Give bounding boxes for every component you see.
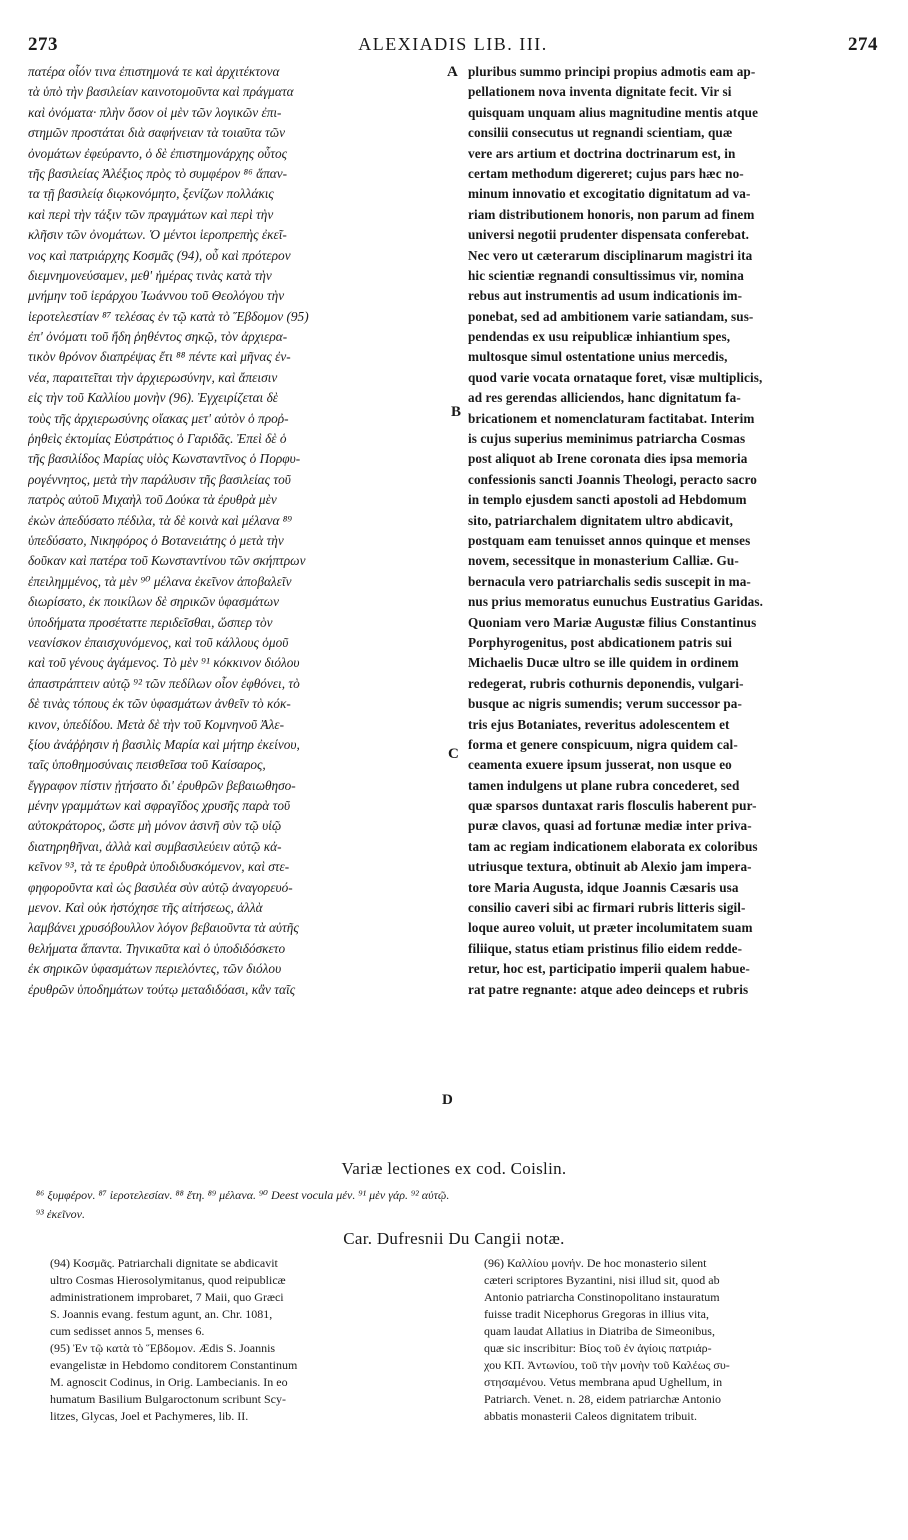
latin-text-line: puræ clavos, quasi ad fortunæ mediæ inter priva- xyxy=(468,818,752,834)
greek-text-line: κλῆσιν τῶν ὀνομάτων. Ὁ μέντοι ἱεροπρεπὴς ἐκεῖ- xyxy=(28,227,287,243)
greek-text-line: τῆς βασιλείας Ἀλέξιος πρὸς τὸ συμφέρον ⁸⁶ ἅπαν- xyxy=(28,165,288,181)
note-line: M. agnoscit Codinus, in Orig. Lambecianis. In eo xyxy=(50,1375,288,1389)
latin-text-line: sito, patriarchalem dignitatem ultro abdicavit, xyxy=(468,512,734,528)
latin-text-line: post aliquot ab Irene coronata dies ipsa memoria xyxy=(468,451,748,467)
greek-text-line: κινον, ὑπεδίδου. Μετὰ δὲ τὴν τοῦ Κομνηνοῦ Ἀλε- xyxy=(28,716,285,732)
greek-text-column xyxy=(28,62,438,1000)
latin-text-line: Nec vero ut cæterarum disciplinarum magistri ita xyxy=(468,247,753,263)
note-line: (94) Κοσμᾶς. Patriarchali dignitate se abdicavit xyxy=(50,1256,278,1270)
page-number-left: 273 xyxy=(28,34,58,55)
section-marker-d: D xyxy=(442,1092,453,1108)
greek-text-line: ἐπ' ὀνόματι τοῦ ἤδη ῥηθέντος σηκῷ, τὸν ἀρχιερα- xyxy=(28,329,288,345)
greek-text-line: τα τῇ βασιλείᾳ διῳκονόμητο, ξενίζων πολλάκις xyxy=(28,186,274,202)
latin-text-line: bernacula vero patriarchalis sedis suscepit in ma- xyxy=(468,573,751,589)
latin-text-line: is cujus superius meminimus patriarcha Cosmas xyxy=(468,431,746,447)
greek-text-line: νέα, παραιτεῖται τὴν ἀρχιερωσύνην, καὶ ἄπεισιν xyxy=(28,369,278,385)
greek-text-line: τικὸν θρόνον διαπρέψας ἔτι ⁸⁸ πέντε καὶ μῆνας ἐν- xyxy=(28,349,291,365)
latin-text-line: Michaelis Ducæ ultro se ille quidem in ordinem xyxy=(468,655,739,671)
greek-text-line: κεῖνον ⁹³, τὰ τε ἐρυθρὰ ὑποδιδυσκόμενον, καὶ στε- xyxy=(28,859,290,875)
greek-text-line: τῆς βασιλίδος Μαρίας υἱὸς Κωνσταντῖνος ὁ Πορφυ- xyxy=(28,451,301,467)
latin-text-line: bricationem et nomenclaturam factitabat. Interim xyxy=(468,410,755,426)
greek-text-line: ἀπαστράπτειν αὐτῷ ⁹² τῶν πεδίλων οἷον ἐφθόνει, τὸ xyxy=(28,675,300,691)
latin-text-line: redegerat, rubris cothurnis deponendis, vulgari- xyxy=(468,675,744,691)
notes-heading: Car. Dufresnii Du Cangii notæ. xyxy=(343,1229,565,1248)
greek-text-line: ἐπειλημμένος, τὰ μὲν ⁹⁰ μέλανα ἐκεῖνον ἀποβαλεῖν xyxy=(28,573,292,589)
latin-text-line: quisquam unquam alius magnitudine mentis atque xyxy=(468,104,759,120)
note-line: S. Joannis evang. festum agunt, an. Chr. 1081, xyxy=(50,1307,273,1321)
latin-text-line: universi negotii prudenter dispensata conferebat. xyxy=(468,227,749,243)
note-line: cum sedisset annos 5, menses 6. xyxy=(50,1324,205,1338)
greek-text-line: ὀνομάτων ἐφεύραντο, ὁ δὲ ἐπιστημονάρχης οὗτος xyxy=(28,145,288,161)
greek-text-line: ῥηθεὶς ἐκτομίας Εὐστράτιος ὁ Γαριδᾶς. Ἐπεὶ δὲ ὁ xyxy=(28,431,287,447)
note-line: abbatis monasterii Caleos dignitatem tribuit. xyxy=(484,1409,697,1423)
greek-text-line: νεανίσκον ἐπαισχυνόμενος, καὶ τοῦ κάλλους ὁμοῦ xyxy=(28,634,289,650)
greek-text-line: ἐκ σηρικῶν ὑφασμάτων περιελόντες, τῶν διόλου xyxy=(28,961,282,977)
latin-text-column xyxy=(468,62,870,1000)
latin-text-line: Quoniam vero Mariæ Augustæ filius Constantinus xyxy=(468,614,757,630)
latin-text-line: utriusque textura, obtinuit ab Alexio jam impera- xyxy=(468,859,752,875)
note-line: humatum Basilium Bulgaroctonum scribunt Scy- xyxy=(50,1392,286,1406)
latin-text-line: multosque simul ostentatione unius mercedis, xyxy=(468,349,728,365)
section-marker-b: B xyxy=(451,404,462,420)
latin-text-line: ceamenta exuere ipsum jusserat, non usque eo xyxy=(468,757,732,773)
page-number-right: 274 xyxy=(848,34,878,55)
latin-text-line: in templo ejusdem sancti apostoli ad Hebdomum xyxy=(468,492,747,508)
note-line: quam laudat Allatius in Diatriba de Simeonibus, xyxy=(484,1324,715,1338)
latin-text-line: Porphyrogenitus, post abdicationem patris sui xyxy=(468,634,733,650)
greek-text-line: δὲ τινὰς τόπους ἐκ τῶν ὑφασμάτων ἀνθεῖν τὸ κόκ- xyxy=(28,696,291,712)
latin-text-line: busque ac nigris sumendis; verum successor pa- xyxy=(468,696,742,712)
greek-text-line: τὰ ὑπὸ τὴν βασιλείαν καινοτομοῦντα καὶ πράγματα xyxy=(28,84,294,100)
greek-text-line: τοὺς τῆς ἀρχιερωσύνης οἴακας μετ' αὐτὸν ὁ προῤ- xyxy=(28,410,289,426)
latin-text-line: confessionis sancti Joannis Theologi, peracto sacro xyxy=(468,471,757,487)
greek-text-line: ὑποδήματα προσέταττε περιδεῖσθαι, ὥσπερ τὸν xyxy=(28,614,273,630)
greek-text-line: δοῦκαν καὶ πατέρα τοῦ Κωνσταντίνου τῶν σκήπτρων xyxy=(28,553,306,569)
latin-text-line: vere ars artium et doctrina doctrinarum est, in xyxy=(468,145,736,161)
greek-text-line: στημῶν προστάται διὰ σαφήνειαν τὰ τοιαῦτα τῶν xyxy=(28,125,286,141)
latin-text-line: consilii consecutus ut regnandi scientiam, quæ xyxy=(468,125,733,141)
greek-text-line: ὑπεδύσατο, Νικηφόρος ὁ Βοτανειάτης ὁ μετὰ τὴν xyxy=(28,532,284,548)
greek-text-line: πατέρα οἷόν τινα ἐπιστημονά τε καὶ ἀρχιτέκτονα xyxy=(28,64,280,79)
notes-right-column xyxy=(484,1255,868,1425)
latin-text-line: forma et genere conspicuum, nigra quidem cal- xyxy=(468,736,738,752)
latin-text-line: tris ejus Botaniates, reveritus adolescentem et xyxy=(468,716,730,732)
greek-text-line: εἰς τὴν τοῦ Καλλίου μονὴν (96). Ἐγχειρίζεται δὲ xyxy=(28,390,278,406)
greek-text-line: καὶ ὀνόματα· πλὴν ὅσον οἱ μὲν τῶν λογικῶν ἐπι- xyxy=(28,104,282,120)
latin-text-line: quæ sparsos duntaxat raris flosculis haberent pur- xyxy=(468,798,757,814)
greek-text-line: ταῖς ὑποθημοσύναις πεισθεῖσα τοῦ Καίσαρος, xyxy=(28,757,266,773)
note-line: Patriarch. Venet. n. 28, eidem patriarchæ Antonio xyxy=(484,1392,722,1406)
note-line: administrationem improbaret, 7 Maii, quo Græci xyxy=(50,1290,284,1304)
latin-text-line: novem, secessitque in monasterium Calliæ. Gu- xyxy=(468,553,739,569)
latin-text-line: certam methodum digereret; cujus pars hæc no- xyxy=(468,165,744,181)
note-line: cæteri scriptores Byzantini, nisi illud sit, quod ab xyxy=(484,1273,720,1287)
latin-text-line: consilio caveri sibi ac firmari rubris litteris sigil- xyxy=(468,900,746,916)
latin-text-line: rebus aut instrumentis ad usum indicationis im- xyxy=(468,288,743,304)
greek-text-line: ἐκὼν ἀπεδύσατο πέδιλα, τὰ δὲ κοινὰ καὶ μέλανα ⁸⁹ xyxy=(28,512,293,528)
latin-text-line: riam distributionem honoris, non parum ad finem xyxy=(468,206,755,222)
greek-text-line: φηφοροῦντα καὶ ὡς βασιλέα σὺν αὐτῷ ἀναγορευό- xyxy=(28,879,293,895)
section-marker-c: C xyxy=(448,746,459,762)
note-line: ultro Cosmas Hierosolymitanus, quod reipublicæ xyxy=(50,1273,286,1287)
variae-lectiones-heading: Variæ lectiones ex cod. Coislin. xyxy=(341,1159,567,1178)
latin-text-line: retur, hoc est, participatio imperii qualem habue- xyxy=(468,961,750,977)
note-line: χου ΚΠ. Ἀντωνίου, τοῦ τὴν μονὴν τοῦ Καλέως συ- xyxy=(484,1358,730,1372)
latin-text-line: tore Maria Augusta, idque Joannis Cæsaris usa xyxy=(468,879,739,895)
greek-text-line: μνήμην τοῦ ἱεράρχου Ἰωάννου τοῦ Θεολόγου τὴν xyxy=(28,288,285,304)
variant-readings xyxy=(36,1186,886,1224)
latin-text-line: quod varie vocata ornataque foret, visæ multiplicis, xyxy=(468,369,763,385)
latin-text-line: ponebat, sed ad ambitionem varie satiandam, sus- xyxy=(468,308,754,324)
greek-text-line: θελήματα ἅπαντα. Τηνικαῦτα καὶ ὁ ὑποδιδόσκετο xyxy=(28,940,286,956)
note-line: quæ sic inscribitur: Βίος τοῦ ἐν ἁγίοις πατριάρ- xyxy=(484,1341,712,1355)
greek-text-line: καὶ τοῦ γένους ἀγάμενος. Τὸ μὲν ⁹¹ κόκκινον διόλου xyxy=(28,655,300,671)
greek-text-line: διωρίσατο, ἐκ ποικίλων δὲ σηρικῶν ὑφασμάτων xyxy=(28,594,280,610)
note-line: (96) Καλλίου μονήν. De hoc monasterio silent xyxy=(484,1256,707,1270)
greek-text-line: αὐτοκράτορος, ὥστε μὴ μόνον ἀσινῆ σὺν τῷ υἱῷ xyxy=(28,818,282,834)
latin-text-line: hic scientiæ regnandi consultissimus vir, nomina xyxy=(468,267,744,283)
latin-text-line: rat patre regnante: atque adeo deinceps et rubris xyxy=(468,981,749,997)
note-line: Antonio patriarcha Constinopolitano instauratum xyxy=(484,1290,720,1304)
greek-text-line: μένην γραμμάτων καὶ σφραγῖδος χρυσῆς παρὰ τοῦ xyxy=(28,798,291,814)
greek-text-line: ξίου ἀνάῤῥησιν ἡ βασιλὶς Μαρία καὶ μήτηρ ἐκείνου, xyxy=(28,736,300,752)
running-title: ALEXIADIS LIB. III. xyxy=(358,34,548,54)
greek-text-line: ἔγγραφον πίστιν ᾐτήσατο δι' ἐρυθρῶν βεβαιωθησο- xyxy=(28,777,296,793)
latin-text-line: pluribus summo principi propius admotis eam ap- xyxy=(468,64,756,79)
greek-text-line: ρογέννητος, μετὰ τὴν παράλυσιν τῆς βασιλείας τοῦ xyxy=(28,471,291,487)
note-line: fuisse tradit Nicephorus Gregoras in illius vita, xyxy=(484,1307,709,1321)
latin-text-line: nus prius memoratus eunuchus Eustratius Garidas. xyxy=(468,594,763,610)
page-header xyxy=(28,34,878,60)
greek-text-line: μενον. Καὶ οὐκ ἠστόχησε τῆς αἰτήσεως, ἀλλὰ xyxy=(28,900,263,916)
greek-text-line: πατρὸς αὐτοῦ Μιχαὴλ τοῦ Δούκα τὰ ἐρυθρὰ μὲν xyxy=(28,492,277,508)
notes-left-column xyxy=(50,1255,430,1425)
greek-text-line: καὶ περὶ τὴν τάξιν τῶν πραγμάτων καὶ περὶ τὴν xyxy=(28,206,274,222)
latin-text-line: tamen indulgens ut plane rubra concederet, sed xyxy=(468,777,740,793)
greek-text-line: λαμβάνει χρυσόβουλλον λόγον βεβαιοῦντα τὰ αὐτῆς xyxy=(28,920,299,936)
latin-text-line: filiique, status etiam pristinus filio eidem redde- xyxy=(468,940,743,956)
note-line: (95) Ἐν τῷ κατὰ τὸ Ἕβδομον. Ædis S. Joannis xyxy=(50,1341,276,1355)
variant-reading-line: ⁹³ ἐκεῖνον. xyxy=(36,1207,85,1221)
latin-text-line: postquam eam tenuisset annos quinque et menses xyxy=(468,532,751,548)
latin-text-line: tam ac regiam indicationem elaborata ex coloribus xyxy=(468,838,758,854)
greek-text-line: ἐρυθρῶν ὑποδημάτων τούτῳ μεταδιδόασι, κἂν ταῖς xyxy=(28,981,296,997)
latin-text-line: pellationem nova inventa dignitate fecit. Vir si xyxy=(468,84,732,100)
section-marker-a: A xyxy=(447,64,458,80)
latin-text-line: minum innovatio et excogitatio dignitatum ad va- xyxy=(468,186,751,202)
latin-text-line: pendendas ex usu reipublicæ inhiantium spes, xyxy=(468,329,731,345)
greek-text-line: ἱεροτελεστίαν ⁸⁷ τελέσας ἐν τῷ κατὰ τὸ Ἕβδομον (95) xyxy=(28,308,309,324)
greek-text-line: διατηρηθῆναι, ἀλλὰ καὶ συμβασιλεύειν αὐτῷ κἀ- xyxy=(28,838,282,854)
variant-reading-line: ⁸⁶ ξυμφέρον. ⁸⁷ ἱεροτελεσίαν. ⁸⁸ ἔτη. ⁸⁹ μέλανα. ⁹⁰ Deest vocula μέν. ⁹¹ μὲν γάρ. ⁹² αὐτῷ. xyxy=(36,1188,450,1202)
note-line: στησαμένου. Vetus membrana apud Ughellum, in xyxy=(484,1375,723,1389)
greek-text-line: νος καὶ πατριάρχης Κοσμᾶς (94), οὗ καὶ πρότερον xyxy=(28,247,291,263)
latin-text-line: ad res gerendas alliciendos, hanc dignitatum fa- xyxy=(468,390,741,406)
note-line: evangelistæ in Hebdomo conditorem Constantinum xyxy=(50,1358,298,1372)
note-line: litzes, Glycas, Joel et Pachymeres, lib. II. xyxy=(50,1409,249,1423)
latin-text-line: loque aureo voluit, ut præter incolumitatem suam xyxy=(468,920,753,936)
greek-text-line: διεμνημονεύσαμεν, μεθ' ἡμέρας τινὰς κατὰ τὴν xyxy=(28,267,272,283)
